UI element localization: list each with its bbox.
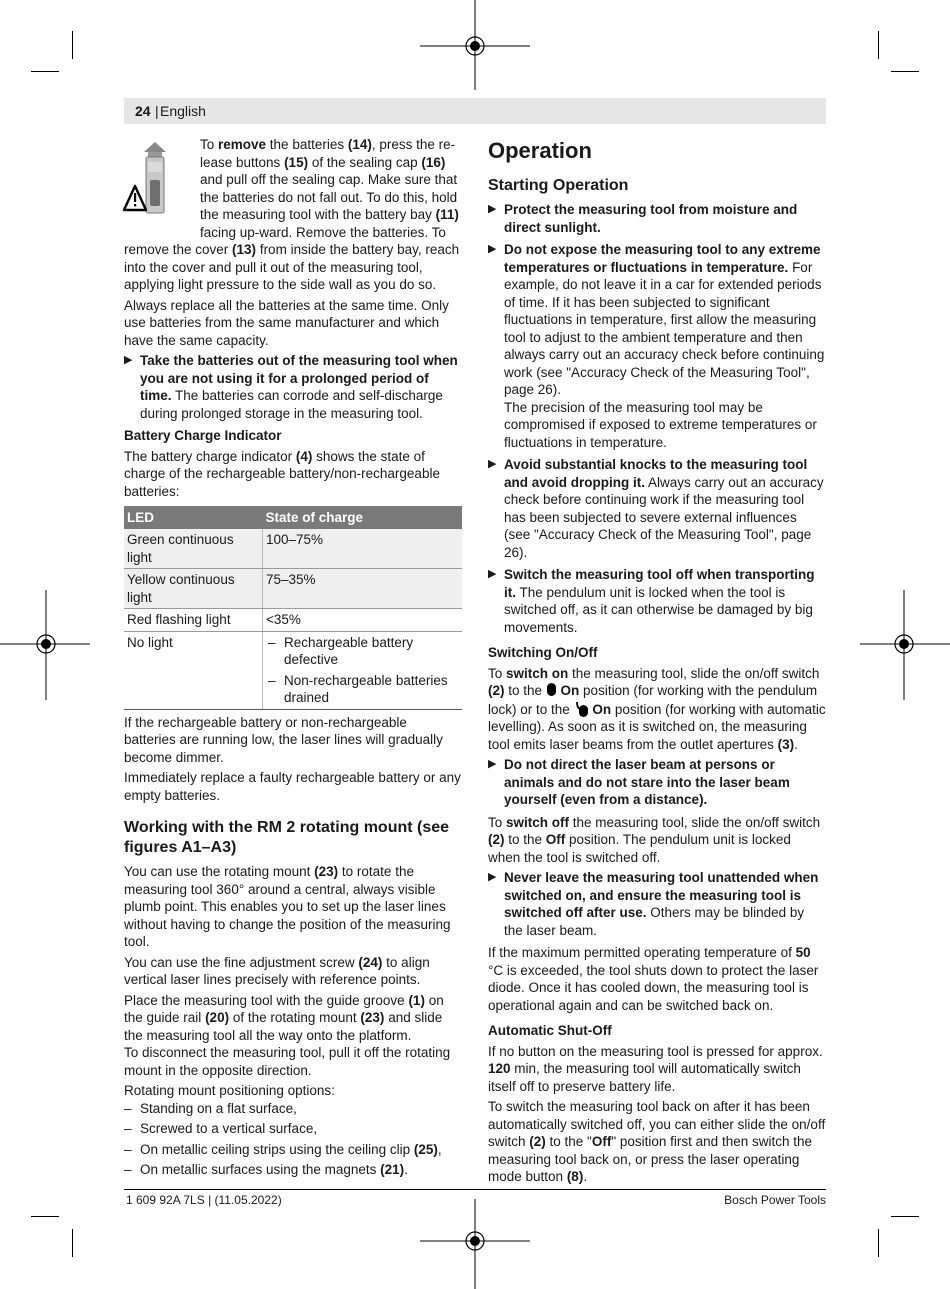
table-row: [124, 631, 462, 709]
header-separator: |: [155, 103, 159, 119]
table-cell: Red flashing light: [124, 609, 263, 632]
low-battery-para: If the rechargeable battery or non-rechargeable batteries are running low, the laser lines will gradually become dimmer.: [124, 714, 443, 765]
table-row: [124, 569, 462, 609]
bullet-arrow-icon: ▶: [488, 568, 497, 580]
state-item: – Non-rechargeable batteries drained: [266, 672, 459, 707]
table-cell: <35%: [263, 609, 463, 632]
pendulum-lock-icon: [546, 682, 557, 697]
table-cell: 100–75%: [263, 529, 463, 569]
starting-operation-heading: Starting Operation: [488, 177, 629, 194]
table-row: [124, 609, 462, 632]
state-item: – Rechargeable battery defective: [266, 634, 459, 669]
bullet-arrow-icon: ▶: [488, 458, 497, 470]
registration-mark-top: [420, 0, 530, 90]
registration-mark-bottom: [420, 1199, 530, 1289]
table-header-row: [124, 506, 462, 529]
bullet-arrow-icon: ▶: [124, 354, 133, 366]
rm2-para-4: To disconnect the measuring tool, pull it off the rotating mount in the opposite direction.: [124, 1045, 451, 1078]
options-list: [124, 1100, 462, 1179]
bullet-knocks: ▶ Avoid substantial knocks to the measuring tool and avoid dropping it. Always carry out an accuracy check before continuing work if the measuring tool has been subjected to severe external influences (see "Accuracy Check of the Measuring Tool", page 26).: [488, 457, 824, 560]
rm2-para-1: You can use the rotating mount (23) to rotate the measuring tool 360° around a central, always visible plumb point. This enables you to set up the laser lines without having to change the position of the measuring tool.: [124, 864, 451, 949]
table-cell: [263, 631, 463, 709]
bullet-arrow-icon: ▶: [488, 243, 497, 255]
rm2-heading: Working with the RM 2 rotating mount (see figures A1–A3): [124, 819, 450, 856]
registration-mark-right: [860, 590, 950, 700]
battery-charge-table: [124, 506, 462, 710]
rm2-para-2: You can use the fine adjustment screw (24) to align vertical laser lines precisely with reference points.: [124, 954, 430, 987]
bullet-arrow-icon: ▶: [488, 758, 497, 770]
bullet-arrow-icon: ▶: [488, 871, 497, 883]
bci-para: The battery charge indicator (4) shows the state of charge of the rechargeable battery/non-rechargeable batteries:: [124, 448, 440, 499]
list-item: – Screwed to a vertical surface,: [124, 1121, 318, 1136]
auto-shutoff-para-1: If no button on the measuring tool is pressed for approx. 120 min, the measuring tool will automatically switch itself off to preserve battery life.: [488, 1043, 823, 1094]
table-row: [124, 529, 462, 569]
rm2-para-3: Place the measuring tool with the guide groove (1) on the guide rail (20) of the rotating mount (23) and slide the measuring tool all the way onto the platform.: [124, 992, 444, 1043]
table-cell: Yellow continuous light: [124, 569, 263, 609]
page-header: [124, 98, 826, 124]
bullet-transport: ▶ Switch the measuring tool off when transporting it. The pendulum unit is locked when the tool is switched off, as it can otherwise be damaged by big movements.: [488, 567, 815, 635]
header-language: English: [160, 103, 206, 119]
right-column: [488, 138, 826, 1189]
switch-on-para: To switch on the measuring tool, slide the on/off switch (2) to the On position (for working with the pendulum lock) or to the On position (for working with automatic levelling). As soon as it is switched on, the measuring tool emits laser beams from the outlet apertures (3).: [488, 665, 826, 752]
switching-heading: Switching On/Off: [488, 645, 598, 660]
auto-shutoff-para-2: To switch the measuring tool back on after it has been automatically switched off, you can either slide the on/off switch (2) to the "Off" position first and then switch the measuring tool back on, or press the laser operating mode button (8).: [488, 1099, 826, 1184]
list-item: – On metallic ceiling strips using the ceiling clip (25),: [124, 1141, 442, 1157]
table-cell: 75–35%: [263, 569, 463, 609]
bullet-arrow-icon: ▶: [488, 203, 497, 215]
bullet-laser-beam: ▶ Do not direct the laser beam at persons or animals and do not stare into the laser beam yourself (even from a distance).: [488, 757, 790, 807]
table-cell: No light: [124, 631, 263, 709]
temperature-para: If the maximum permitted operating temperature of 50 °C is exceeded, the tool shuts down to protect the laser diode. Once it has cooled down, the measuring tool is operational again and can be switched back on.: [488, 945, 819, 1013]
replace-batteries-para: Always replace all the batteries at the same time. Only use batteries from the same manufacturer and which have the same capacity.: [124, 297, 449, 348]
page-footer: [124, 1189, 826, 1207]
table-header-led: LED: [124, 506, 263, 529]
bci-heading: Battery Charge Indicator: [124, 428, 282, 443]
switch-off-para: To switch off the measuring tool, slide the on/off switch (2) to the Off position. The pendulum unit is locked when the tool is switched off.: [488, 814, 821, 865]
table-cell: Green continuous light: [124, 529, 263, 569]
bullet-unattended: ▶ Never leave the measuring tool unattended when switched on, and ensure the measuring tool is switched off after use. Others may be blinded by the laser beam.: [488, 870, 819, 938]
replace-faulty-para: Immediately replace a faulty rechargeable battery or any empty batteries.: [124, 770, 461, 803]
registration-mark-left: [0, 590, 90, 700]
table-header-state: State of charge: [263, 506, 463, 529]
bullet-protect: ▶ Protect the measuring tool from moisture and direct sunlight.: [488, 202, 798, 235]
left-column: [124, 136, 462, 1182]
footer-brand: Bosch Power Tools: [724, 1193, 826, 1207]
automatic-shutoff-heading: Automatic Shut-Off: [488, 1023, 612, 1038]
remove-batteries-para: To remove the batteries (14), press the re-lease buttons (15) of the sealing cap (16) and pull off the sealing cap. Make sure that the batteries do not fall out. To do this, hold the measuring tool with the battery bay (11) facing up-ward. Remove the batteries. To remove the cover (13) from inside the battery bay, reach into the cover and pull it out of the measuring tool, applying light pressure to the side wall as you do so.: [124, 137, 460, 292]
bullet-take-out: ▶ Take the batteries out of the measuring tool when you are not using it for a prolonged period of time. The batteries can corrode and self-discharge during prolonged storage in the measuring tool.: [124, 353, 458, 421]
bullet-temperature: ▶ Do not expose the measuring tool to any extreme temperatures or fluctuations in temperature. For example, do not leave it in a car for extended periods of time. If it has been subjected to significant fluctuations in temperature, first allow the measuring tool to adjust to the ambient temperature and then always carry out an accuracy check before continuing work (see "Accuracy Check of the Measuring Tool", page 26). The precision of the measuring tool may be compromised if exposed to extreme temperatures or fluctuations in temperature.: [488, 242, 825, 450]
list-item: – Standing on a flat surface,: [124, 1100, 297, 1116]
page-number: 24: [135, 103, 151, 119]
list-item: – On metallic surfaces using the magnets (21).: [124, 1162, 408, 1177]
operation-heading: Operation: [488, 138, 592, 163]
footer-doc-id: 1 609 92A 7LS | (11.05.2022): [126, 1193, 282, 1207]
options-intro: Rotating mount positioning options:: [124, 1083, 335, 1098]
automatic-levelling-icon: [574, 700, 589, 717]
